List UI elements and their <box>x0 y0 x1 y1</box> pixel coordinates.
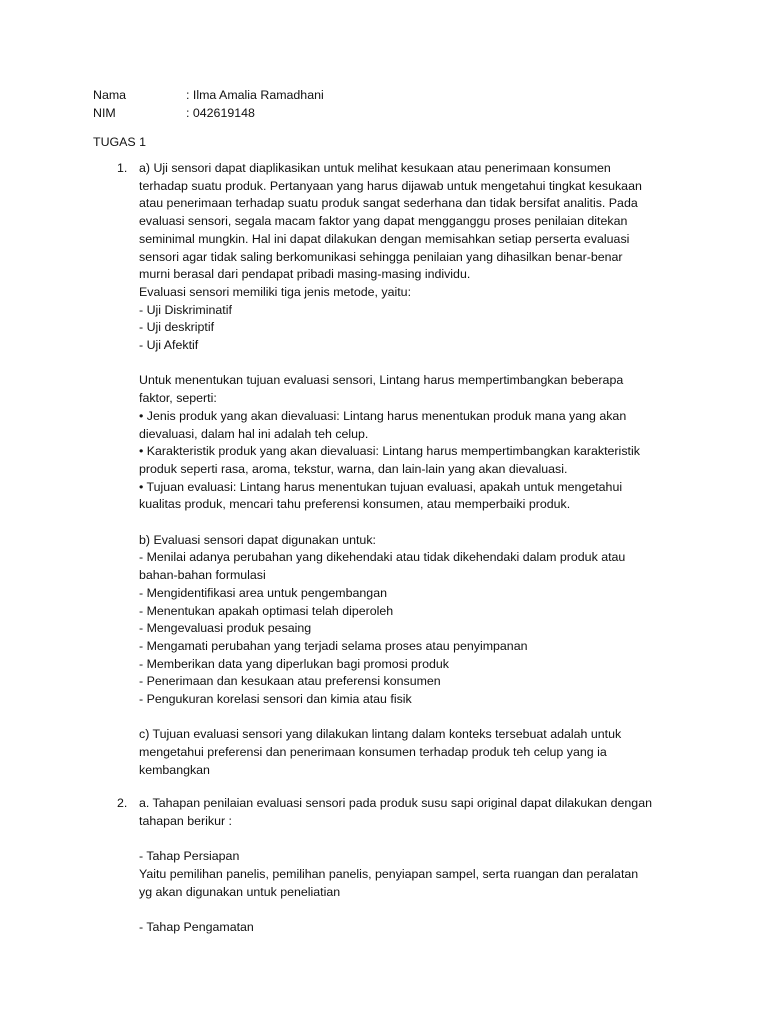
text-line: tahapan berikur : <box>139 813 232 828</box>
text-line: • Karakteristik produk yang akan dievaluasi: Lintang harus mempertimbangkan karakteristik <box>139 444 640 459</box>
text-line: a. Tahapan penilaian evaluasi sensori pada produk susu sapi original dapat dilakukan dengan <box>139 796 652 810</box>
text-line: - Mengevaluasi produk pesaing <box>139 621 312 636</box>
text-line: - Uji Diskriminatif <box>139 302 232 317</box>
text-line: a) Uji sensori dapat diaplikasikan untuk melihat kesukaan atau penerimaan konsumen <box>139 161 611 175</box>
text-line: - Mengidentifikasi area untuk pengembangan <box>139 585 387 600</box>
nim-value: : 042619148 <box>186 106 255 120</box>
text-line: • Tujuan evaluasi: Lintang harus menentukan tujuan evaluasi, apakah untuk mengetahui <box>139 479 623 494</box>
text-line: Untuk menentukan tujuan evaluasi sensori, Lintang harus mempertimbangkan beberapa <box>139 373 624 388</box>
text-line: kualitas produk, mencari tahu preferensi konsumen, atau memperbaiki produk. <box>139 497 571 512</box>
text-line: bahan-bahan formulasi <box>139 568 266 583</box>
text-line: sensori agar tidak saling berkomunikasi sehingga penilaian yang dihasilkan benar-benar <box>139 249 623 264</box>
text-line: faktor, seperti: <box>139 391 217 406</box>
task-title: TUGAS 1 <box>93 135 147 149</box>
text-line: mengetahui preferensi dan penerimaan konsumen terhadap produk teh celup yang ia <box>139 745 607 760</box>
text-line: - Penerimaan dan kesukaan atau preferensi konsumen <box>139 674 441 689</box>
text-line: - Memberikan data yang diperlukan bagi promosi produk <box>139 656 449 671</box>
text-line: b) Evaluasi sensori dapat digunakan untuk: <box>139 532 376 547</box>
text-line: seminimal mungkin. Hal ini dapat dilakukan dengan memisahkan setiap perserta evaluasi <box>139 231 630 246</box>
name-label: Nama <box>93 88 127 102</box>
text-line: - Menentukan apakah optimasi telah diperoleh <box>139 603 394 618</box>
text-line: • Jenis produk yang akan dievaluasi: Lintang harus menentukan produk mana yang akan <box>139 408 627 423</box>
text-line: dievaluasi, dalam hal ini adalah teh celup. <box>139 426 369 441</box>
text-line: c) Tujuan evaluasi sensori yang dilakukan lintang dalam konteks tersebuat adalah untuk <box>139 727 622 742</box>
text-line: - Uji deskriptif <box>139 320 215 335</box>
text-line: Evaluasi sensori memiliki tiga jenis metode, yaitu: <box>139 284 412 299</box>
text-line: - Mengamati perubahan yang terjadi selama proses atau penyimpanan <box>139 638 528 653</box>
question-2-number: 2. <box>117 796 128 810</box>
text-line: - Tahap Pengamatan <box>139 919 254 934</box>
text-line: - Uji Afektif <box>139 338 199 352</box>
text-line: - Tahap Persiapan <box>139 849 240 864</box>
name-value: : Ilma Amalia Ramadhani <box>186 88 324 102</box>
text-line: - Menilai adanya perubahan yang dikehendaki atau tidak dikehendaki dalam produk atau <box>139 550 626 565</box>
text-line: terhadap suatu produk. Pertanyaan yang harus dijawab untuk mengetahui tingkat kesukaan <box>139 178 642 193</box>
text-line: kembangkan <box>139 762 210 777</box>
text-line: atau penerimaan terhadap suatu produk sangat sederhana dan tidak bersifat analitis. Pada <box>139 196 638 211</box>
text-line: yg akan digunakan untuk peneliatian <box>139 884 341 899</box>
text-line: murni berasal dari pendapat pribadi masing-masing individu. <box>139 267 471 282</box>
text-line: produk seperti rasa, aroma, tekstur, warna, dan lain-lain yang akan dievaluasi. <box>139 461 568 476</box>
text-line: Yaitu pemilihan panelis, pemilihan panelis, penyiapan sampel, serta ruangan dan peralatan <box>139 866 639 881</box>
question-1-number: 1. <box>117 161 128 175</box>
nim-label: NIM <box>93 106 116 120</box>
text-line: - Pengukuran korelasi sensori dan kimia atau fisik <box>139 692 412 706</box>
text-line: evaluasi sensori, segala macam faktor yang dapat mengganggu proses penilaian ditekan <box>139 214 628 229</box>
